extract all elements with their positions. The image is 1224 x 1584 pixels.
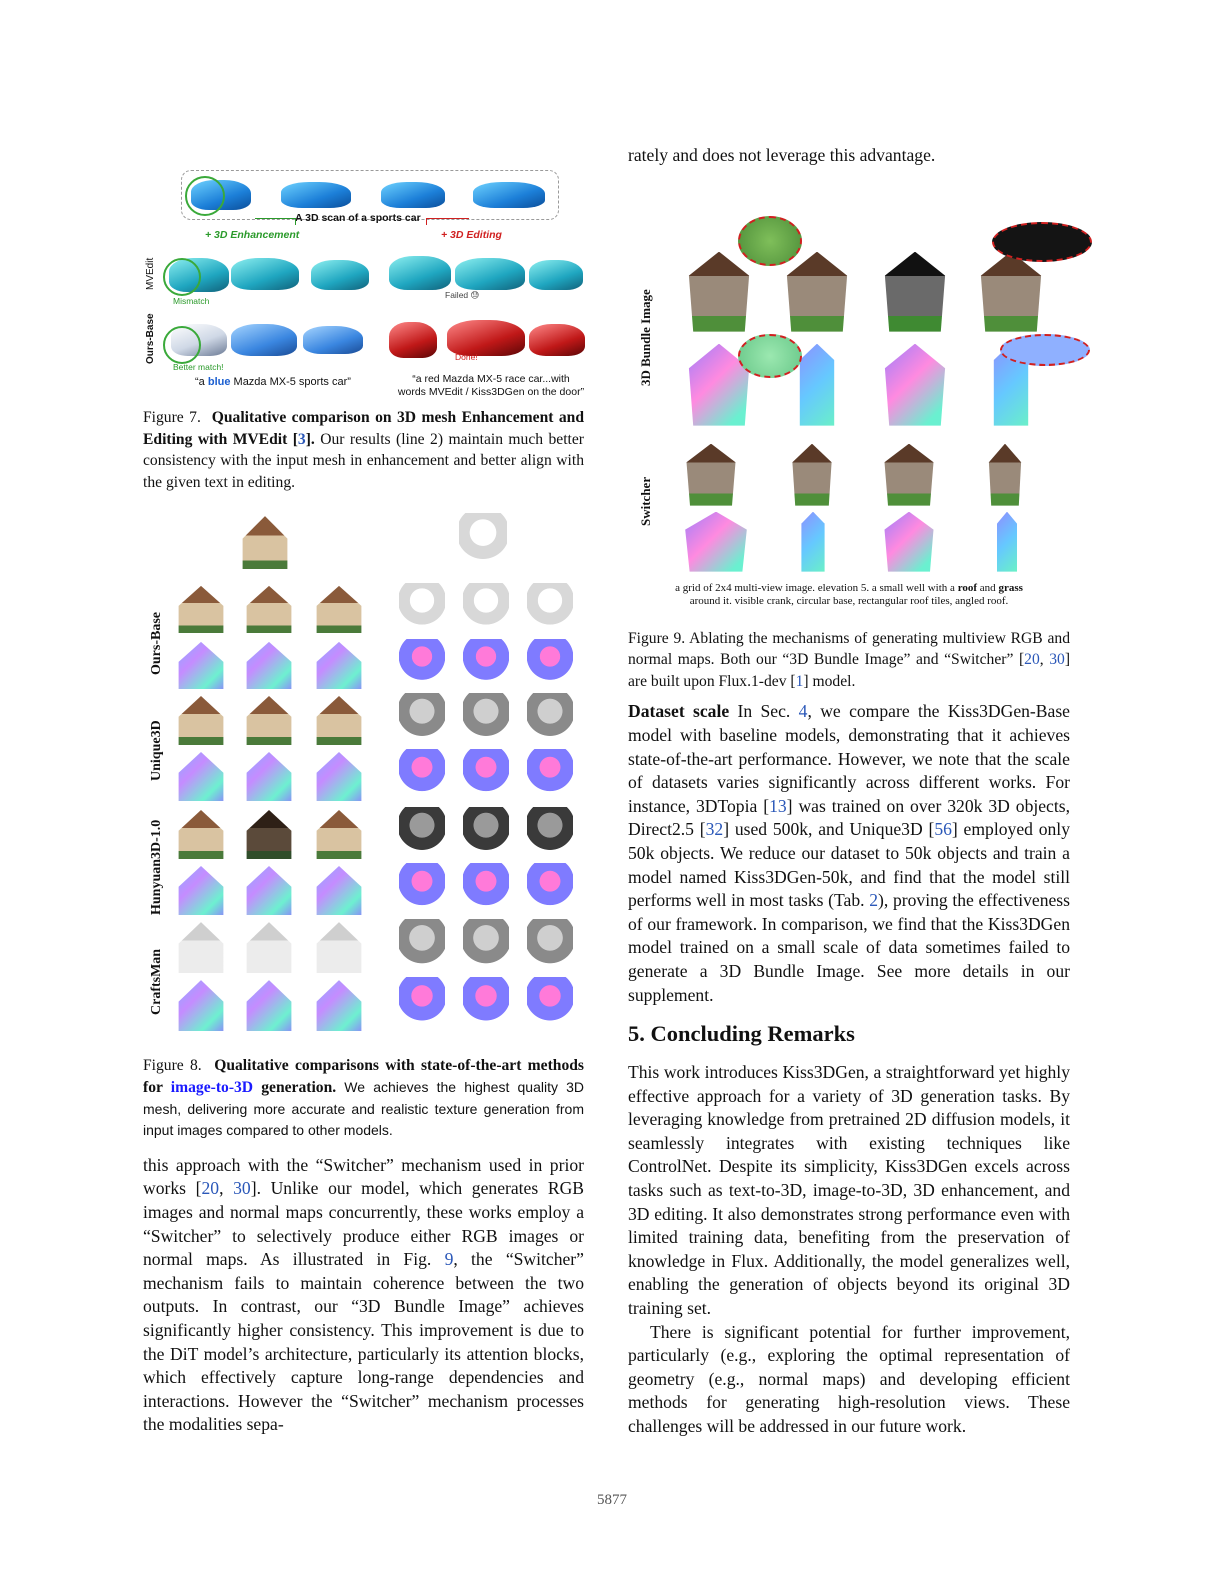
dataset-ref-32[interactable]: 32 [705, 819, 724, 840]
fig8-u3d-robot-nrm-3 [527, 749, 573, 801]
fig8-ours-robot-nrm-2 [463, 639, 509, 689]
fig9-bundle-rgb-3 [872, 252, 958, 332]
figure-8 [143, 513, 584, 1045]
fig8-hy-robot-nrm-3 [527, 863, 573, 915]
fig9-bundle-rgb-2 [774, 252, 860, 332]
fig7-mvedit-enh-3 [311, 260, 369, 290]
fig9-caption-ref-1[interactable]: 1 [795, 672, 804, 690]
left-para-ref-20[interactable]: 20 [201, 1178, 220, 1199]
fig9-switch-rgb-2 [784, 444, 840, 506]
fig9-bundle-rgb-1 [676, 252, 762, 332]
fig8-ours-robot-nrm-3 [527, 639, 573, 689]
fig8-hy-house-rgb-2 [241, 807, 297, 859]
fig9-prompt-line2: around it. visible crank, circular base, rectangular roof tiles, angled roof. [689, 594, 1009, 607]
fig7-prompt-left-post: Mazda MX-5 sports car” [230, 376, 351, 388]
left-paragraph [143, 1154, 584, 1437]
fig7-scan-car-4 [473, 182, 545, 208]
dataset-t3: ] was trained on over 320k 3D objects, Direct2.5 [ [628, 795, 1071, 840]
fig8-hy-robot-rgb-2 [463, 807, 509, 859]
fig7-edit-bracket [426, 218, 469, 225]
fig7-caption [143, 407, 584, 493]
fig8-caption-rest: We achieves the highest quality 3D mesh, delivering more accurate and realistic texture generation from input images compared to other models. [143, 1078, 585, 1139]
fig8-hy-robot-nrm-2 [463, 863, 509, 915]
fig8-cm-house-rgb-1 [173, 919, 229, 973]
fig7-done: Done! [455, 352, 478, 362]
fig8-row-unique3d: Unique3D [149, 720, 164, 782]
fig8-u3d-robot-nrm-1 [399, 749, 445, 801]
fig7-caption-bold1: Qualitative comparison on 3D mesh Enhancement and Editing with MVEdit [ [143, 409, 585, 448]
fig8-ours-house-nrm-1 [173, 639, 229, 689]
fig7-failed: Failed 😓 [445, 290, 480, 300]
fig7-prompt-left [195, 376, 351, 388]
fig8-ours-robot-rgb-3 [527, 583, 573, 633]
fig8-hy-robot-rgb-3 [527, 807, 573, 859]
dataset-t4: ] used 500k, and Unique3D [ [723, 819, 935, 840]
fig8-u3d-robot-rgb-1 [399, 693, 445, 745]
fig8-ours-house-nrm-2 [241, 639, 297, 689]
fig7-mvedit-edit-1 [389, 256, 451, 290]
fig9-zoom-grass [738, 216, 802, 266]
fig7-caption-rest: Our results (line 2) maintain much better consistency with the input mesh in enhancement and better align with the given text in editing. [143, 430, 584, 491]
fig8-hy-house-rgb-3 [311, 807, 367, 859]
fig7-prompt-left-pre: “a [195, 376, 208, 388]
fig9-switch-rgb-1 [676, 444, 746, 506]
fig8-hy-house-nrm-1 [173, 863, 229, 915]
fig9-bundle-nrm-3 [872, 344, 958, 426]
fig8-cm-house-nrm-2 [241, 977, 297, 1031]
fig8-cm-house-nrm-3 [311, 977, 367, 1031]
fig9-caption-3: ] model. [803, 672, 856, 690]
fig9-switch-nrm-4 [982, 512, 1032, 572]
figure-7 [143, 140, 584, 402]
dataset-t6: ), proving the effectiveness of our framework. In comparison, we find that the Kiss3DGen model trained on a small scale of data sometimes failed to generate a 3D Bundle Image. See more details in our supplement. [628, 890, 1070, 1005]
fig9-switch-rgb-3 [874, 444, 944, 506]
fig7-mismatch: Mismatch [173, 296, 210, 306]
left-para-t1: this approach with the “Switcher” mechanism used in prior works [ [143, 1154, 584, 1199]
fig8-cm-house-rgb-3 [311, 919, 367, 973]
fig8-caption-link[interactable]: image-to-3D [170, 1078, 254, 1096]
fig7-enh-label: + 3D Enhancement [205, 229, 300, 241]
fig8-hy-robot-rgb-1 [399, 807, 445, 859]
fig7-mvedit-edit-2 [455, 258, 525, 290]
fig7-scan-circle [185, 176, 225, 216]
left-para-t2: ]. Unlike our model, which generates RGB images and normal maps concurrently, these works employ a “Switcher” to selectively produce either RGB images or normal maps. As illustrated in Fig. [143, 1178, 585, 1270]
fig7-edit-label: + 3D Editing [441, 229, 502, 241]
dataset-scale-paragraph [628, 700, 1070, 1007]
fig8-u3d-robot-rgb-3 [527, 693, 573, 745]
fig7-row-ours: Ours-Base [145, 313, 156, 364]
fig7-ours-circle [163, 326, 201, 364]
fig9-switch-nrm-1 [672, 512, 760, 572]
fig8-u3d-house-rgb-3 [311, 693, 367, 745]
fig8-cm-robot-nrm-2 [463, 977, 509, 1031]
fig8-ours-house-rgb-3 [311, 583, 367, 633]
fig7-row-mvedit: MVEdit [145, 257, 156, 290]
fig7-enh-bracket [255, 218, 296, 225]
fig8-cm-robot-nrm-3 [527, 977, 573, 1031]
fig7-mvedit-edit-3 [529, 260, 583, 290]
fig8-cm-robot-rgb-2 [463, 919, 509, 973]
fig8-row-craftsman: CraftsMan [149, 949, 164, 1016]
right-top-line: rately and does not leverage this advantage. [628, 145, 936, 165]
fig7-ours-edit-1 [389, 322, 437, 358]
fig8-input-house [237, 513, 293, 569]
fig8-u3d-house-rgb-2 [241, 693, 297, 745]
dataset-scale-heading: Dataset scale [628, 701, 730, 722]
fig9-prompt-1a: a grid of 2x4 multi-view image. elevation 5. a small well with a [675, 581, 958, 594]
conclusion-paragraph-1: This work introduces Kiss3DGen, a straightforward yet highly effective approach for a variety of 3D generation tasks. By leveraging knowledge from pretrained 2D diffusion models, it seamlessly integrates with existing techniques like ControlNet. Despite its simplicity, Kiss3DGen excels across tasks such as text-to-3D, image-to-3D, 3D enhancement, and 3D editing. It also demonstrates strong performance even with limited training data, benefiting from the preservation of knowledge in Flux. Additionally, the model generalizes well, enabling the generation of objects beyond its original 3D training set. [628, 1062, 1070, 1319]
fig8-u3d-house-nrm-3 [311, 749, 367, 801]
fig8-ours-house-rgb-2 [241, 583, 297, 633]
fig8-cm-robot-nrm-1 [399, 977, 445, 1031]
fig8-u3d-robot-nrm-2 [463, 749, 509, 801]
fig9-row-bundle: 3D Bundle Image [638, 288, 653, 386]
fig9-switch-rgb-4 [982, 444, 1028, 506]
fig9-caption-num: Figure 9. [628, 629, 686, 647]
fig8-cm-robot-rgb-3 [527, 919, 573, 973]
conclusion-paragraph-2: There is significant potential for further improvement, particularly (e.g., exploring the optimal representation of geometry (e.g., normal maps) and developing efficient methods for generating high-resolution views. These challenges will be addressed in our future work. [628, 1321, 1070, 1436]
fig9-caption-ref-20[interactable]: 20 [1024, 651, 1040, 669]
dataset-ref-sec4[interactable]: 4 [798, 701, 808, 722]
left-column [143, 140, 584, 1437]
dataset-t5: ] employed only 50k objects. We reduce our dataset to 50k objects and train a model named Kiss3DGen-50k, and find that the model still performs well in most tasks (Tab. [628, 819, 1070, 911]
fig9-caption-ref-30[interactable]: 30 [1049, 651, 1065, 669]
fig7-prompt-left-blue: blue [207, 376, 231, 388]
fig9-bundle-rgb-4 [968, 252, 1054, 332]
fig7-top-label: A 3D scan of a sports car [295, 212, 421, 224]
fig7-prompt-right-line2: words MVEdit / Kiss3DGen on the door” [397, 385, 585, 398]
fig9-prompt-1b: and [977, 581, 999, 594]
fig7-ours-enh-3 [303, 326, 363, 354]
fig8-hy-robot-nrm-1 [399, 863, 445, 915]
fig8-input-robot [459, 513, 507, 569]
fig8-ours-house-rgb-1 [173, 583, 229, 633]
fig9-caption-sep: , [1039, 651, 1050, 669]
fig9-zoom-nrm-roof [1000, 334, 1090, 366]
fig7-caption-num: Figure 7. [143, 409, 201, 426]
left-para-t3: , the “Switcher” mechanism fails to maintain coherence between the two outputs. In contrast, our “3D Bundle Image” achieves significantly higher consistency. This improvement is due to the DiT model’s architecture, particularly its attention blocks, which effectively capture long-range dependencies and interactions. However the “Switcher” mechanism processes the modalities sepa- [143, 1249, 584, 1435]
fig7-prompt-right [395, 373, 587, 398]
fig7-ours-enh-2 [231, 324, 297, 356]
fig9-zoom-nrm-grass [738, 334, 802, 378]
fig9-caption-2: ] are built upon Flux.1-dev [ [628, 651, 1071, 690]
fig8-cm-house-rgb-2 [241, 919, 297, 973]
fig7-scan-car-3 [381, 182, 445, 208]
fig8-caption-num: Figure 8. [143, 1057, 202, 1075]
dataset-ref-tab2[interactable]: 2 [869, 890, 879, 911]
fig8-u3d-robot-rgb-2 [463, 693, 509, 745]
left-para-ref-fig9[interactable]: 9 [444, 1249, 454, 1270]
fig7-mvedit-circle [163, 258, 201, 296]
fig8-cm-robot-rgb-1 [399, 919, 445, 973]
fig8-ours-robot-nrm-1 [399, 639, 445, 689]
fig9-zoom-roof [992, 222, 1092, 262]
fig8-ours-robot-rgb-2 [463, 583, 509, 633]
fig7-prompt-right-line1: “a red Mazda MX-5 race car...with [412, 373, 570, 385]
fig9-row-switcher: Switcher [638, 476, 653, 526]
fig8-ours-robot-rgb-1 [399, 583, 445, 633]
left-para-ref-30[interactable]: 30 [233, 1178, 251, 1199]
fig8-u3d-house-nrm-2 [241, 749, 297, 801]
page-number: 5877 [597, 1492, 627, 1508]
fig8-caption [143, 1055, 584, 1141]
fig7-ours-edit-2 [447, 320, 525, 356]
fig9-prompt [628, 582, 1070, 608]
fig8-u3d-house-rgb-1 [173, 693, 229, 745]
dataset-ref-13[interactable]: 13 [769, 795, 787, 816]
figure-9 [628, 182, 1070, 582]
left-para-sep: , [219, 1178, 234, 1199]
fig8-caption-bold1: Qualitative comparisons with state-of-the-art methods for [143, 1057, 584, 1096]
dataset-ref-56[interactable]: 56 [934, 819, 952, 840]
fig8-hy-house-rgb-1 [173, 807, 229, 859]
fig8-caption-bold2: generation. [253, 1078, 337, 1096]
fig8-hy-house-nrm-2 [241, 863, 297, 915]
fig8-row-hunyuan: Hunyuan3D-1.0 [149, 820, 164, 916]
fig7-scan-car-2 [281, 182, 351, 208]
fig7-mvedit-enh-2 [231, 258, 299, 290]
fig9-prompt-line1 [628, 582, 1070, 595]
fig8-u3d-house-nrm-1 [173, 749, 229, 801]
right-column [628, 140, 1070, 1439]
fig7-ours-edit-3 [529, 324, 585, 356]
fig9-caption-1: Ablating the mechanisms of generating multiview RGB and normal maps. Both our “3D Bundle Image” and “Switcher” [ [628, 629, 1070, 669]
fig7-better: Better match! [173, 362, 224, 372]
fig8-cm-house-nrm-1 [173, 977, 229, 1031]
dataset-t2: , we compare the Kiss3DGen-Base model with baseline models, demonstrating that it achieves state-of-the-art performance. However, we note that the scale of datasets varies significantly across different works. For instance, 3DTopia [ [628, 701, 1070, 816]
fig8-hy-house-nrm-3 [311, 863, 367, 915]
fig9-prompt-grass: grass [998, 581, 1023, 594]
fig9-caption [628, 628, 1070, 693]
fig7-caption-bold2: ]. [305, 430, 315, 448]
fig8-ours-house-nrm-3 [311, 639, 367, 689]
fig9-prompt-roof: roof [957, 581, 978, 594]
dataset-t1: In Sec. [729, 701, 799, 722]
fig9-switch-nrm-2 [784, 512, 842, 572]
section-title: 5. Concluding Remarks [628, 1021, 855, 1047]
fig7-caption-ref[interactable]: 3 [297, 430, 306, 448]
fig8-row-ours: Ours-Base [149, 612, 164, 676]
fig9-switch-nrm-3 [874, 512, 944, 572]
